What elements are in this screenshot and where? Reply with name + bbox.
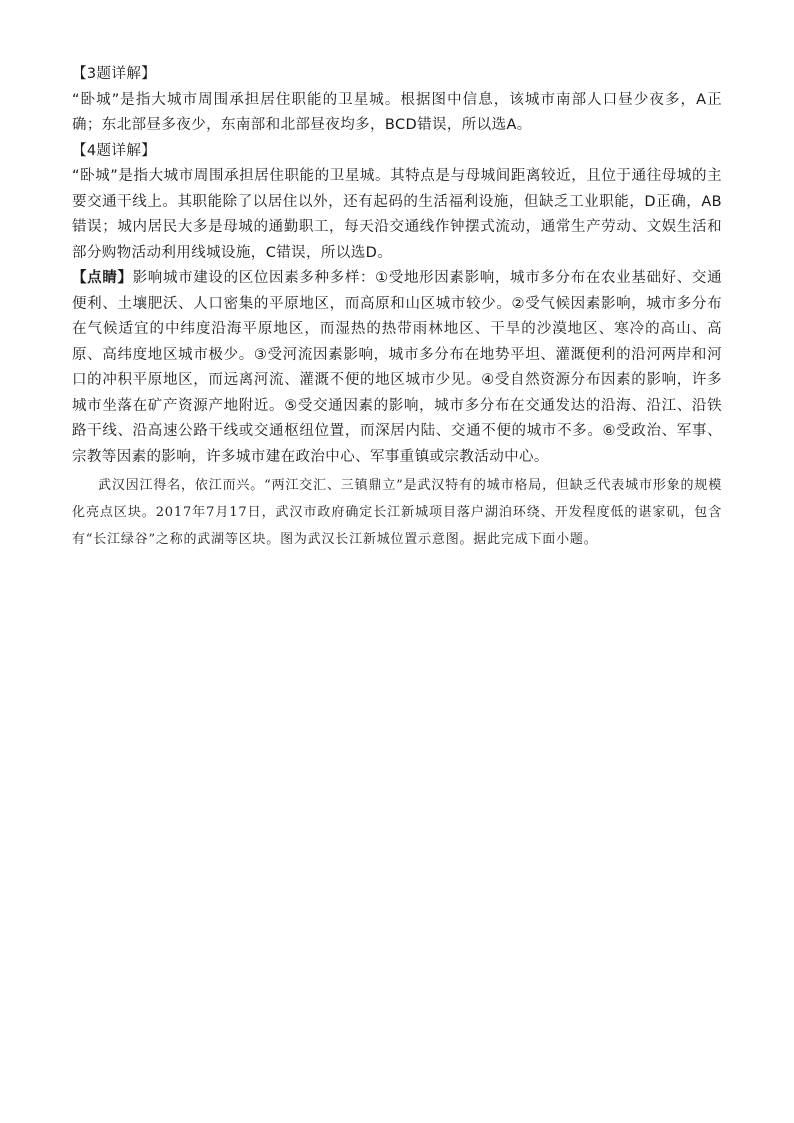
- section3-heading: 【3题详解】: [72, 66, 157, 82]
- document-content: [72, 62, 722, 553]
- section4-heading: 【4题详解】: [72, 142, 157, 159]
- tips-label: 【点睛】: [72, 270, 133, 286]
- question-intro-paragraph: 武汉因江得名，依江而兴。“两江交汇、三镇鼎立”是武汉特有的城市格局，但缺乏代表城市形象的规模化亮点区块。2017年7月17日，武汉市政府确定长江新城项目落户湖泊环绕、开发程度低的谌家矶，包含有“长江绿谷”之称的武湖等区块。图为武汉长江新城位置示意图。据此完成下面小题。: [72, 478, 722, 547]
- tips-paragraph: [72, 266, 722, 470]
- section4-body: “卧城”是指大城市周围承担居住职能的卫星城。其特点是与母城间距离较近，且位于通往母城的主要交通干线上。其职能除了以居住以外，还有起码的生活福利设施，但缺乏工业职能，D正确，AB错误；城内居民大多是母城的通勤职工，每天沿交通线作钟摆式流动，通常生产劳动、文娱生活和部分购物活动利用线城设施，C错误，所以选D。: [72, 168, 722, 261]
- section3-body: “卧城”是指大城市周围承担居住职能的卫星城。根据图中信息，该城市南部人口昼少夜多，A正确；东北部昼多夜少，东南部和北部昼夜均多，BCD错误，所以选A。: [72, 91, 722, 133]
- tips-body: 影响城市建设的区位因素多种多样：①受地形因素影响，城市多分布在农业基础好、交通便利、土壤肥沃、人口密集的平原地区，而高原和山区城市较少。②受气候因素影响，城市多分布在气候适宜的中纬度沿海平原地区，而湿热的热带雨林地区、干旱的沙漠地区、寒冷的高山、高原、高纬度地区城市极少。③受河流因素影响，城市多分布在地势平坦、灌溉便利的沿河两岸和河口的冲积平原地区，而远离河流、灌溉不便的地区城市少见。④受自然资源分布因素的影响，许多城市坐落在矿产资源产地附近。⑤受交通因素的影响，城市多分布在交通发达的沿海、沿江、沿铁路干线、沿高速公路干线或交通枢纽位置，而深居内陆、交通不便的城市不多。⑥受政治、军事、宗教等因素的影响，许多城市建在政治中心、军事重镇或宗教活动中心。: [72, 270, 722, 465]
